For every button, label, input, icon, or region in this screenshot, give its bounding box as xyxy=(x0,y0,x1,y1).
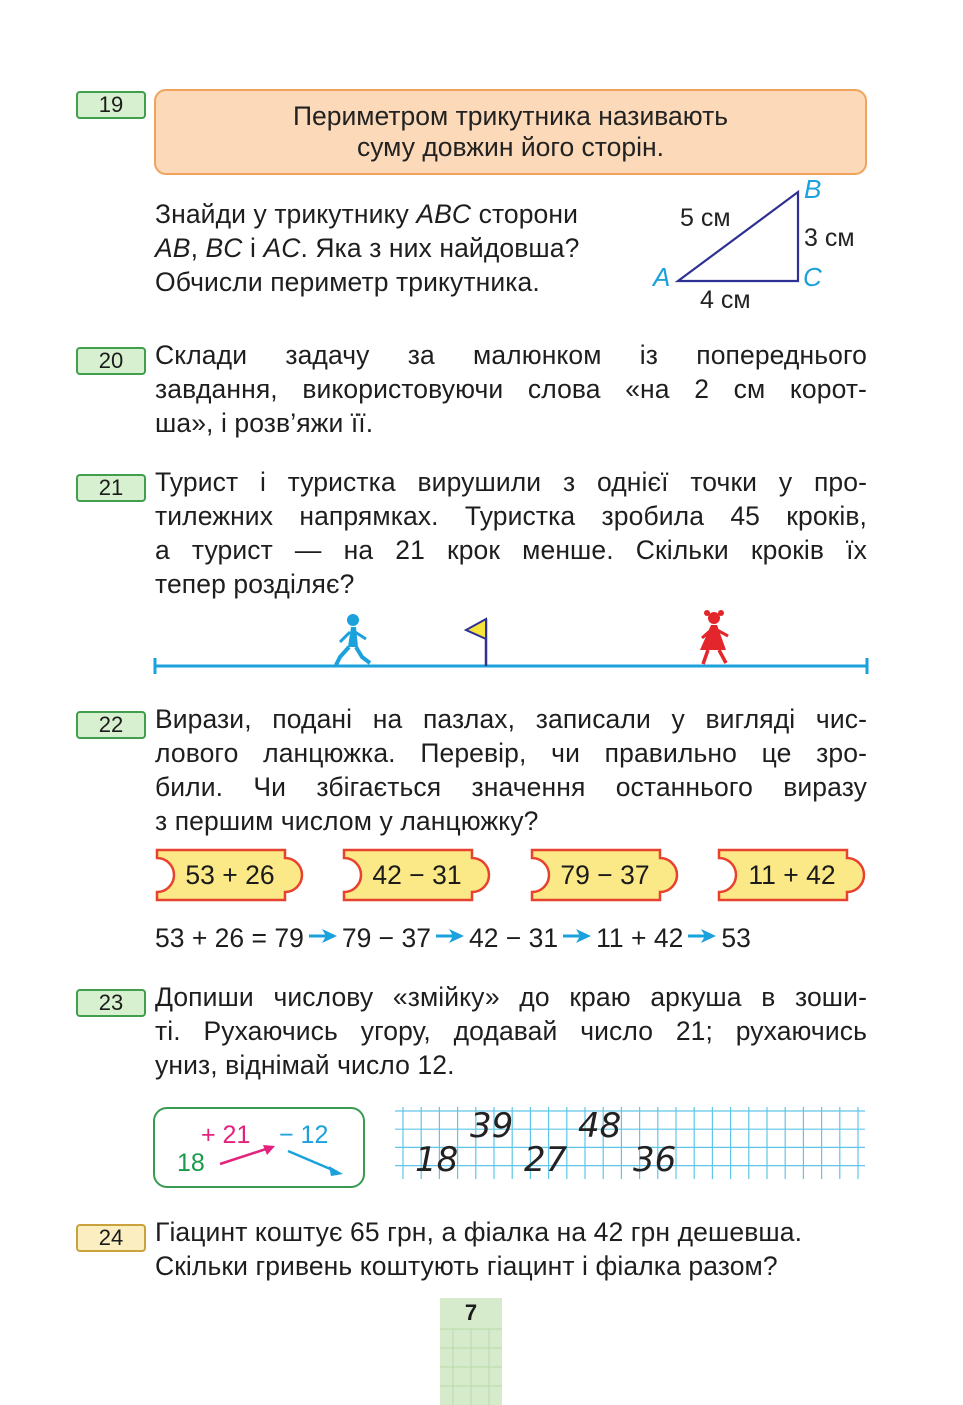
task19-text xyxy=(155,197,645,299)
task21-text xyxy=(155,465,867,601)
vertex-c: C xyxy=(803,262,822,292)
chain-item: 42 − 31 xyxy=(469,923,559,953)
task-number-20: 20 xyxy=(76,347,146,375)
triangle-diagram xyxy=(640,170,870,320)
puzzle-piece-2 xyxy=(342,848,492,902)
puzzle-expression: 79 − 37 xyxy=(560,860,650,890)
task24-line: Гіацинт коштує 65 грн, а фіалка на 42 грн дешевша. xyxy=(155,1217,803,1247)
task20-line: завдання, використовуючи слова «на 2 см корот- xyxy=(155,374,867,404)
rule-line: суму довжин його сторін. xyxy=(356,132,664,162)
snake-rule-legend xyxy=(153,1107,365,1188)
task21-line: тилежних напрямках. Туристка зробила 45 кроків, xyxy=(155,501,867,531)
task23-line: ті. Рухаючись угору, додавай число 21; рухаючись xyxy=(155,1016,867,1046)
legend-plus: + 21 xyxy=(201,1121,251,1149)
puzzle-piece-1 xyxy=(155,848,305,902)
task22-line: Вирази, подані на пазлах, записали у вигляді чис- xyxy=(155,704,867,734)
task-number-23: 23 xyxy=(76,989,146,1017)
task24-line: Скільки гривень коштують гіацинт і фіалка разом? xyxy=(155,1251,778,1281)
puzzle-expression: 53 + 26 xyxy=(185,860,275,890)
task21-line: Турист і туристка вирушили з однієї точки у про- xyxy=(155,467,867,497)
side-ac-label: 4 см xyxy=(700,286,751,314)
snake-number-bottom: 18 xyxy=(415,1140,459,1179)
chain-item: 53 + 26 = 79 xyxy=(155,923,304,953)
task19-line-2: AB, BC і AC. Яка з них найдовша? xyxy=(155,233,580,263)
task24-text xyxy=(155,1215,867,1283)
task19-line-1: Знайди у трикутнику ABC сторони xyxy=(155,199,579,229)
girl-tourist-icon xyxy=(700,610,728,664)
task22-line: лового ланцюжка. Перевір, чи правильно це зро- xyxy=(155,738,867,768)
side-bc-label: 3 см xyxy=(804,224,855,252)
puzzle-expression: 42 − 31 xyxy=(372,860,462,890)
chain-item: 79 − 37 xyxy=(341,923,431,953)
arrow-right-icon xyxy=(687,927,717,945)
down-arrow-icon xyxy=(288,1151,343,1176)
snake-number-top: 48 xyxy=(578,1107,622,1146)
task23-line: Допиши числову «змійку» до краю аркуша в зоши- xyxy=(155,982,867,1012)
puzzle-piece-4 xyxy=(717,848,867,902)
page-number-tab xyxy=(440,1298,502,1405)
task23-line: униз, віднімай число 12. xyxy=(155,1050,455,1080)
puzzle-piece-3 xyxy=(530,848,680,902)
walkers-illustration xyxy=(150,605,875,680)
task22-line: з першим числом у ланцюжку? xyxy=(155,806,539,836)
page-number: 7 xyxy=(464,1300,478,1325)
grid-lines xyxy=(395,1107,865,1179)
notebook-grid xyxy=(395,1107,865,1179)
snake-number-bottom: 27 xyxy=(524,1140,568,1179)
number-chain xyxy=(155,918,875,954)
flag-icon xyxy=(466,619,486,666)
task22-line: били. Чи збігається значення останнього виразу xyxy=(155,772,867,802)
task21-line: тепер розділяє? xyxy=(155,569,355,599)
rule-line: Периметром трикутника називають xyxy=(292,101,729,131)
arrow-right-icon xyxy=(308,927,338,945)
boy-tourist-icon xyxy=(336,614,370,665)
rule-box xyxy=(154,89,867,175)
snake-number-bottom: 36 xyxy=(633,1140,677,1179)
task20-text xyxy=(155,338,867,440)
legend-start: 18 xyxy=(177,1149,205,1177)
arrow-right-icon xyxy=(435,927,465,945)
task-number-19: 19 xyxy=(76,91,146,119)
arrow-right-icon xyxy=(562,927,592,945)
vertex-a: A xyxy=(653,262,671,292)
puzzle-expression: 11 + 42 xyxy=(748,860,836,890)
chain-item: 11 + 42 xyxy=(596,923,684,953)
task20-line: Склади задачу за малюнком із попереднього xyxy=(155,340,867,370)
task21-line: а турист — на 21 крок менше. Скільки кроків їх xyxy=(155,535,867,565)
task19-line-3: Обчисли периметр трикутника. xyxy=(155,267,540,297)
side-ab-label: 5 см xyxy=(680,204,731,232)
task-number-22: 22 xyxy=(76,711,146,739)
task23-text xyxy=(155,980,867,1082)
vertex-b: B xyxy=(804,174,822,204)
task22-text xyxy=(155,702,867,838)
task20-line: ша», і розв’яжи її. xyxy=(155,408,374,438)
task-number-24: 24 xyxy=(76,1224,146,1252)
snake-number-top: 39 xyxy=(470,1107,514,1146)
chain-item: 53 xyxy=(721,923,751,953)
task-number-21: 21 xyxy=(76,474,146,502)
legend-minus: − 12 xyxy=(279,1121,329,1149)
